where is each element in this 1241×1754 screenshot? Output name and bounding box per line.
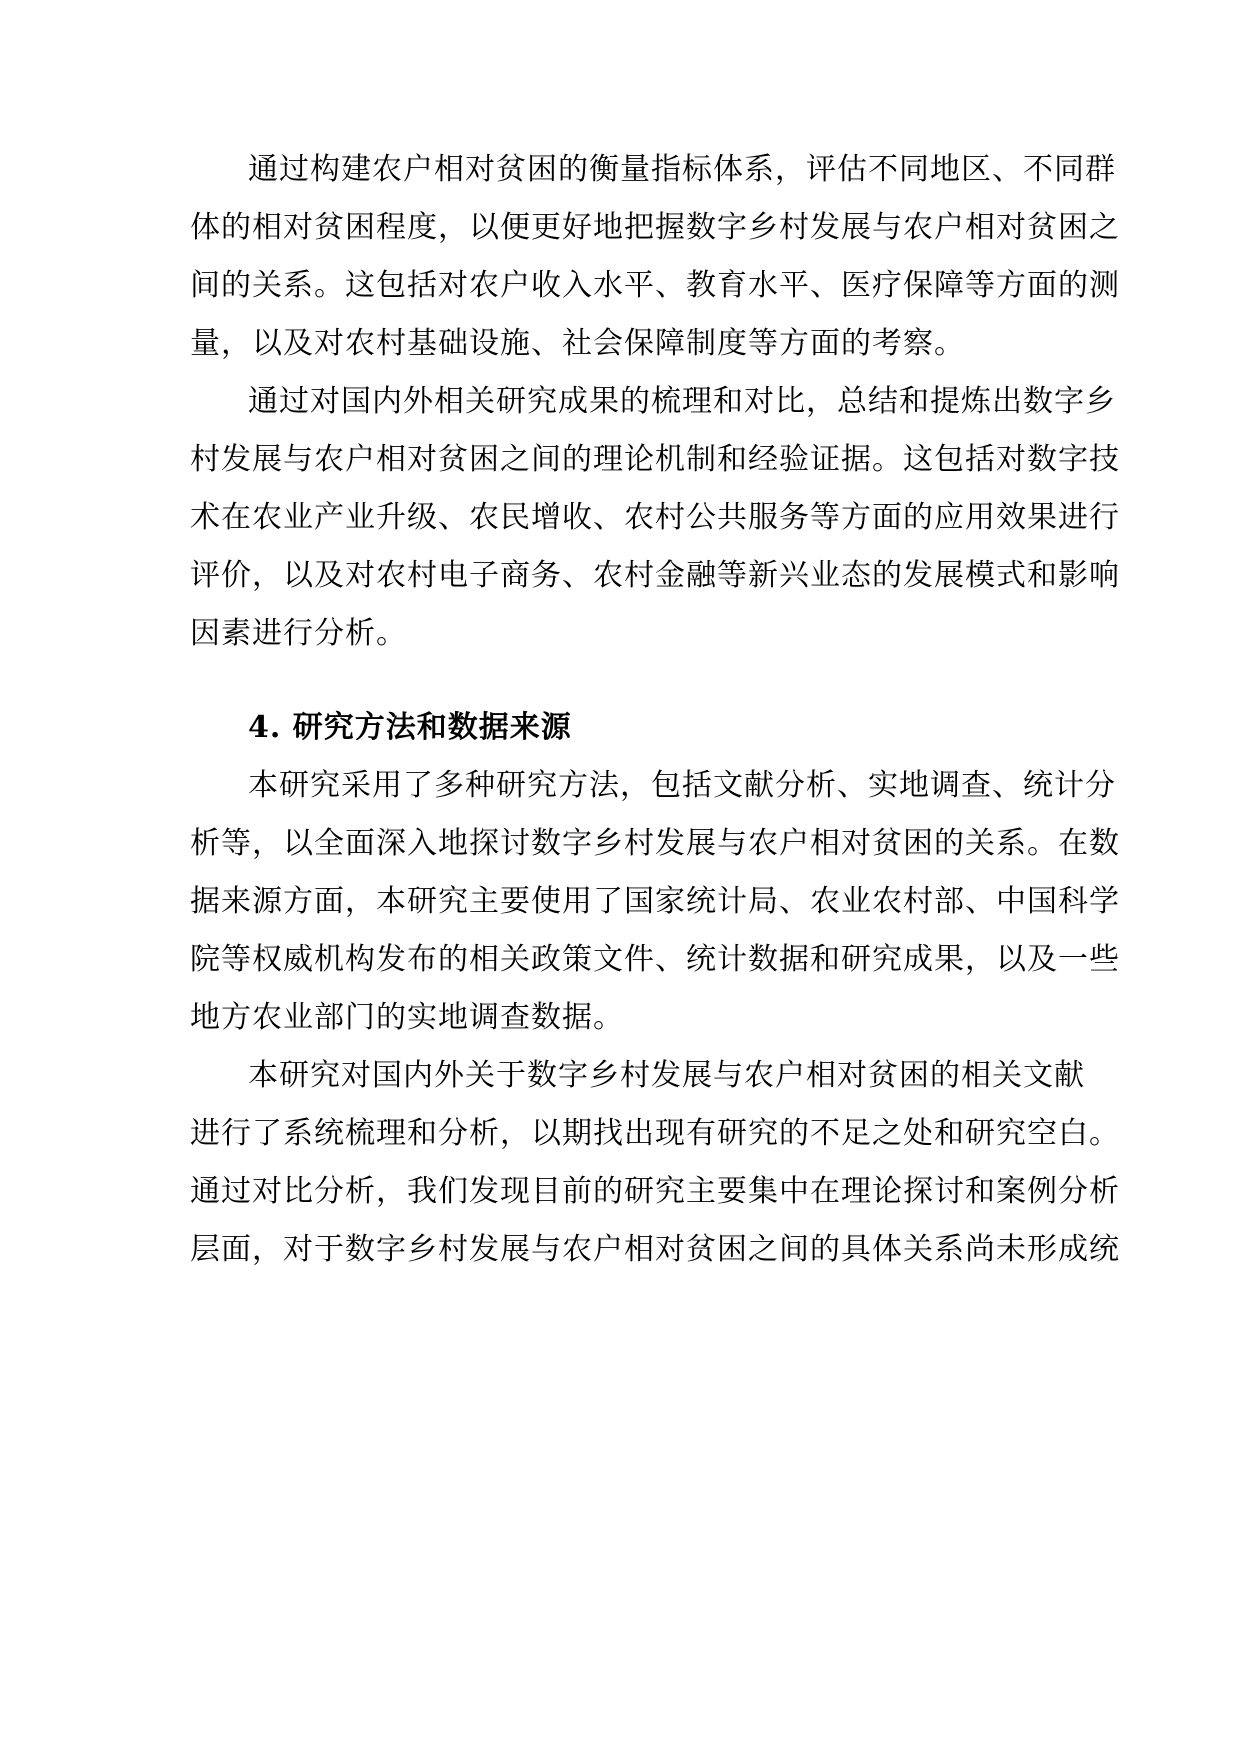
paragraph-3-line-5: 地方农业部门的实地调查数据。 xyxy=(190,1000,624,1035)
paragraph-1-line-3: 间的关系。这包括对农户收入水平、教育水平、医疗保障等方面的测 xyxy=(190,268,1120,303)
paragraph-3-line-1: 本研究采用了多种研究方法，包括文献分析、实地调查、统计分 xyxy=(248,768,1116,803)
paragraph-4-line-3: 通过对比分析，我们发现目前的研究主要集中在理论探讨和案例分析 xyxy=(190,1174,1120,1209)
paragraph-4-line-2: 进行了系统梳理和分析，以期找出现有研究的不足之处和研究空白。 xyxy=(190,1116,1120,1151)
paragraph-4-line-1: 本研究对国内外关于数字乡村发展与农户相对贫困的相关文献 xyxy=(248,1058,1085,1093)
paragraph-2-line-5: 因素进行分析。 xyxy=(190,616,407,651)
paragraph-3-line-4: 院等权威机构发布的相关政策文件、统计数据和研究成果，以及一些 xyxy=(190,942,1120,977)
section-heading: 4. 研究方法和数据来源 xyxy=(248,710,572,745)
paragraph-2-line-3: 术在农业产业升级、农民增收、农村公共服务等方面的应用效果进行 xyxy=(190,500,1120,535)
paragraph-4-line-4: 层面，对于数字乡村发展与农户相对贫困之间的具体关系尚未形成统 xyxy=(190,1232,1120,1267)
paragraph-1-line-4: 量，以及对农村基础设施、社会保障制度等方面的考察。 xyxy=(190,326,965,361)
paragraph-2-line-4: 评价，以及对农村电子商务、农村金融等新兴业态的发展模式和影响 xyxy=(190,558,1120,593)
paragraph-1-line-2: 体的相对贫困程度，以便更好地把握数字乡村发展与农户相对贫困之 xyxy=(190,210,1120,245)
paragraph-1-line-1: 通过构建农户相对贫困的衡量指标体系，评估不同地区、不同群 xyxy=(248,152,1116,187)
paragraph-3-line-3: 据来源方面，本研究主要使用了国家统计局、农业农村部、中国科学 xyxy=(190,884,1120,919)
paragraph-2-line-1: 通过对国内外相关研究成果的梳理和对比，总结和提炼出数字乡 xyxy=(248,384,1116,419)
paragraph-2-line-2: 村发展与农户相对贫困之间的理论机制和经验证据。这包括对数字技 xyxy=(190,442,1120,477)
paragraph-3-line-2: 析等，以全面深入地探讨数字乡村发展与农户相对贫困的关系。在数 xyxy=(190,826,1120,861)
